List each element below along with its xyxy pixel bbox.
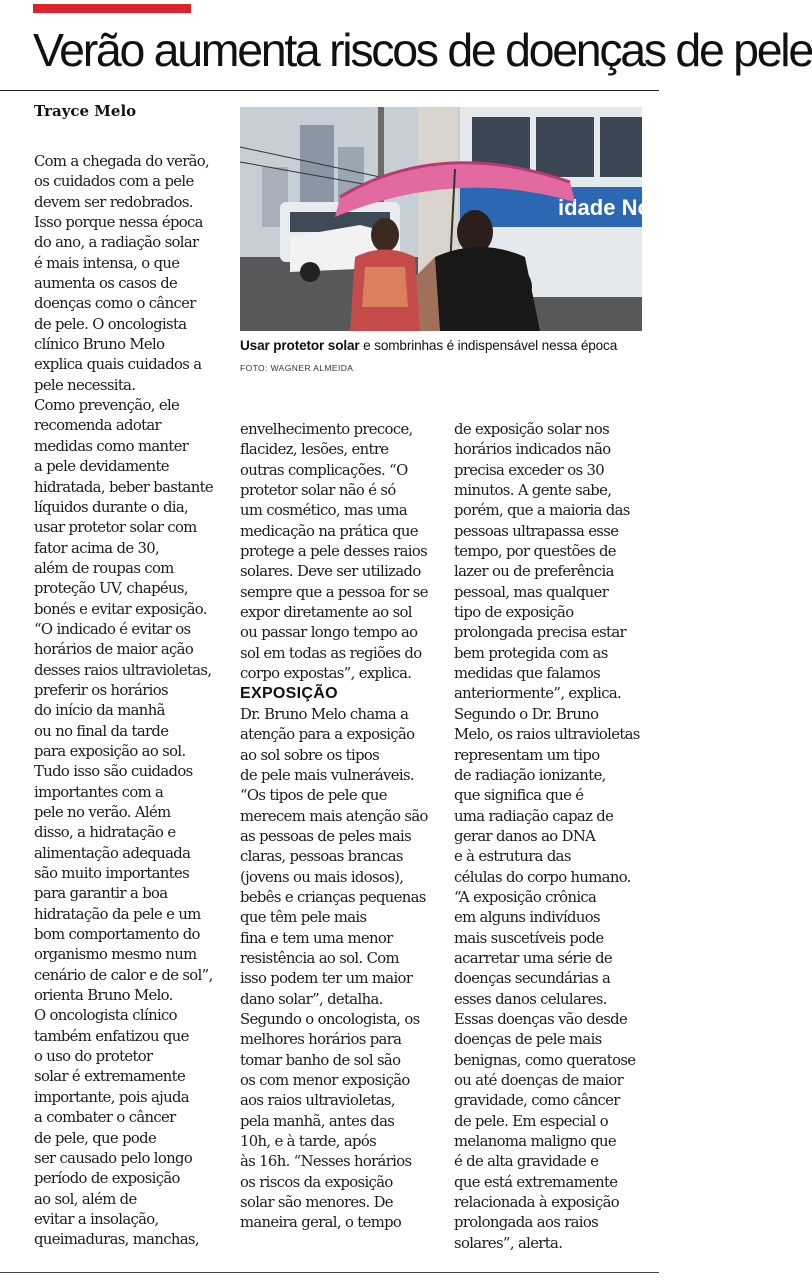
photo-caption-text: e sombrinhas é indispensável nessa época xyxy=(359,338,618,353)
author-byline: Trayce Melo xyxy=(34,102,137,120)
section-heading: EXPOSIÇÃO xyxy=(240,685,338,703)
article-headline: Verão aumenta riscos de doenças de pele xyxy=(33,24,812,76)
column-2-text-bottom: Dr. Bruno Melo chama a atenção para a exposição ao sol sobre os tipos de pele mais vulneráveis. “Os tipos de pele que merecem mais atenção são as pessoas de peles mais claras, pessoas brancas (jovens ou mais idosos), bebês e crianças pequenas que têm pele mais fina e tem uma menor resistência ao sol. Com isso podem ter um maior dano solar”, detalha. Segundo o oncologista, os melhores horários para tomar banho de sol são os com menor exposição aos raios ultravioletas, pela manhã, antes das 10h, e à tarde, após às 16h. “Nesses horários os riscos da exposição solar são menores. De maneira geral, o tempo xyxy=(240,705,428,1232)
page-bottom-rule xyxy=(0,1272,659,1273)
photo-caption-bold: Usar protetor solar xyxy=(240,338,360,353)
bus-sign-text: idade Nova xyxy=(558,195,676,220)
section-accent-bar xyxy=(33,4,191,13)
column-2-text-top: envelhecimento precoce, flacidez, lesões, entre outras complicações. “O protetor solar não é só um cosmético, mas uma medicação na prática que protege a pele desses raios solares. Deve ser utilizado sempre que a pessoa for se expor diretamente ao sol ou passar longo tempo ao sol em todas as regiões do corpo expostas”, explica. xyxy=(240,421,428,683)
photo-caption xyxy=(240,338,650,353)
article-column-1: Com a chegada do verão, os cuidados com a pele devem ser redobrados. Isso porque nessa época do ano, a radiação solar é mais intensa, o que aumenta os casos de doenças como o câncer de pele. O oncologista clínico Bruno Melo explica quais cuidados a pele necessita. Como prevenção, ele recomenda adotar medidas como manter a pele devidamente hidratada, beber bastante líquidos durante o dia, usar protetor solar com fator acima de 30, além de roupas com proteção UV, chapéus, bonés e evitar exposição. “O indicado é evitar os horários de maior ação desses raios ultravioletas, preferir os horários do início da manhã ou no final da tarde para exposição ao sol. Tudo isso são cuidados importantes com a pele no verão. Além disso, a hidratação e alimentação adequada são muito importantes para garantir a boa hidratação da pele e um bom comportamento do organismo mesmo num cenário de calor e de sol”, orienta Bruno Melo. O oncologista clínico também enfatizou que o uso do protetor solar é extremamente importante, pois ajuda a combater o câncer de pele, que pode ser causado pelo longo período de exposição ao sol, além de evitar a insolação, queimaduras, manchas, xyxy=(34,153,213,1249)
article-photo xyxy=(240,107,676,331)
headline-divider xyxy=(0,90,659,91)
article-column-3: de exposição solar nos horários indicados não precisa exceder os 30 minutos. A gente sabe, porém, que a maioria das pessoas ultrapassa esse tempo, por questões de lazer ou de preferência pessoal, mas qualquer tipo de exposição prolongada precisa estar bem protegida com as medidas que falamos anteriormente”, explica. Segundo o Dr. Bruno Melo, os raios ultravioletas representam um tipo de radiação ionizante, que significa que é uma radiação capaz de gerar danos ao DNA e à estrutura das células do corpo humano. “A exposição crônica em alguns indivíduos mais suscetíveis pode acarretar uma série de doenças secundárias a esses danos celulares. Essas doenças vão desde doenças de pele mais benignas, como queratose ou até doenças de maior gravidade, como câncer de pele. Em especial o melanoma maligno que é de alta gravidade e que está extremamente relacionada à exposição prolongada aos raios solares”, alerta. xyxy=(454,421,640,1252)
street-scene-image xyxy=(240,107,676,331)
photo-credit: FOTO: WAGNER ALMEIDA xyxy=(240,363,354,373)
article-column-2 xyxy=(240,420,428,1234)
